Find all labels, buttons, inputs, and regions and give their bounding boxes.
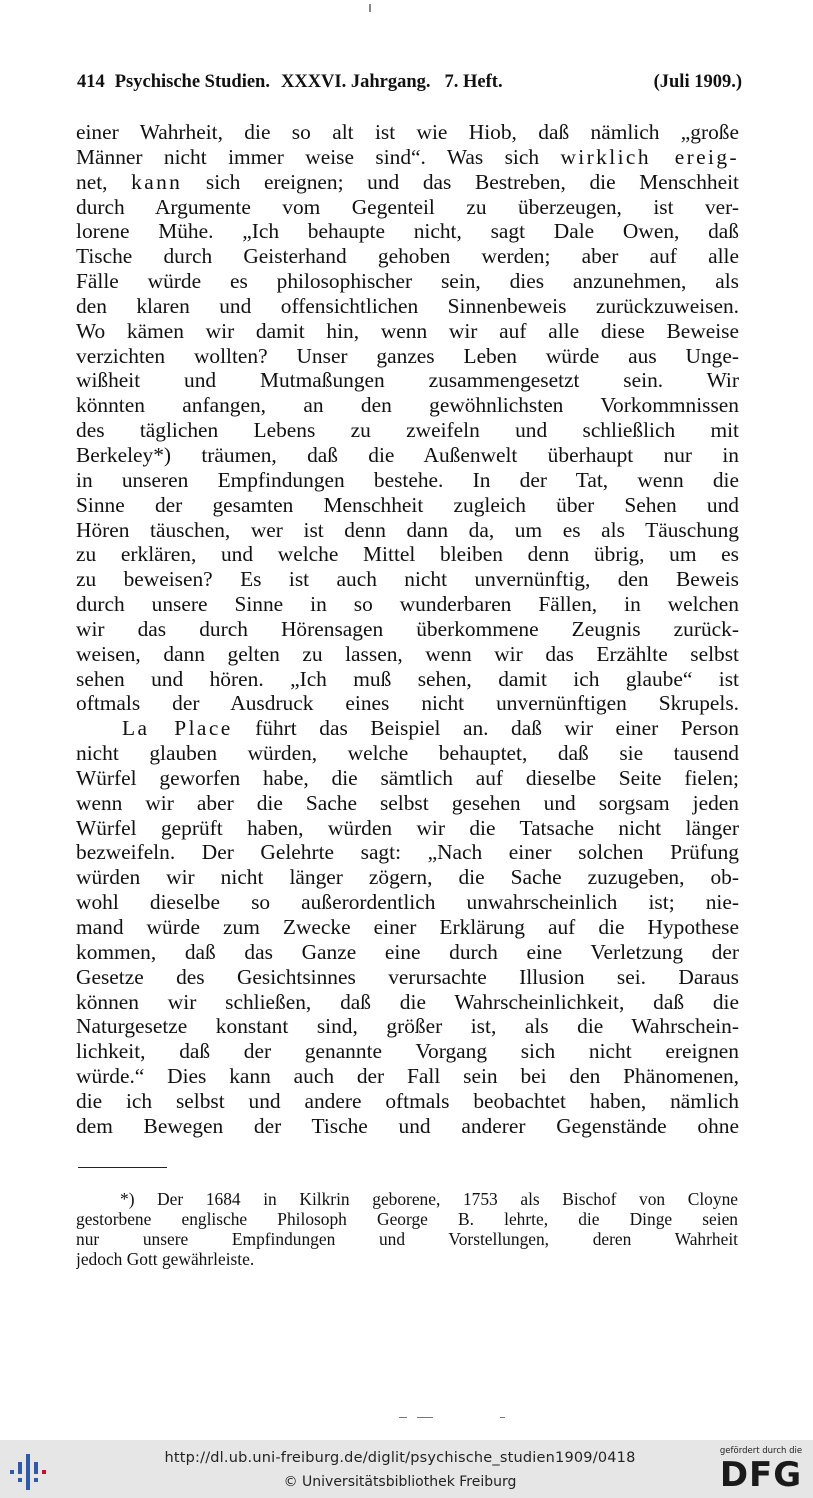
running-header	[77, 72, 742, 102]
text-line: oftmals der Ausdruck eines nicht unvernünftigen Skrupels.	[76, 691, 739, 716]
text-line: mand würde zum Zwecke einer Erklärung auf die Hypothese	[76, 915, 739, 939]
text-line: Sinne der gesamten Menschheit zugleich über Sehen und	[76, 492, 739, 517]
dfg-wordmark: DFG	[719, 1455, 803, 1495]
text-line: in unseren Empfindungen bestehe. In der Tat, wenn die	[76, 467, 739, 492]
text-line: verzichten wollten? Unser ganzes Leben würde aus Unge-	[76, 343, 739, 368]
text-line: wißheit und Mutmaßungen zusammengesetzt sein. Wir	[76, 368, 739, 393]
text-line: durch Argumente vom Gegenteil zu überzeugen, ist ver-	[76, 194, 739, 219]
text-segment: Männer nicht immer weise sind“. Was sich	[76, 144, 561, 169]
text-line: Berkeley*) träumen, daß die Außenwelt überhaupt nur in	[76, 442, 739, 467]
text-line: würde.“ Dies kann auch der Fall sein bei den Phänomenen,	[76, 1064, 739, 1089]
text-line: weisen, dann gelten zu lassen, wenn wir das Erzählte selbst	[76, 641, 739, 666]
dfg-logo[interactable]	[716, 1446, 806, 1494]
copyright-notice: © Universitätsbibliothek Freiburg	[283, 1474, 517, 1490]
text-line: Naturgesetze konstant sind, größer ist, als die Wahrschein-	[76, 1014, 739, 1039]
text-line	[76, 145, 739, 170]
text-line: Wo kämen wir damit hin, wenn wir auf alle diese Beweise	[76, 318, 739, 343]
text-line: Tische durch Geisterhand gehoben werden; aber auf alle	[76, 244, 739, 269]
text-line: Fälle würde es philosophischer sein, dies anzunehmen, als	[76, 269, 739, 294]
text-segment: net,	[76, 169, 132, 194]
text-line	[76, 716, 739, 741]
text-line: zu erklären, und welche Mittel bleiben denn übrig, um es	[76, 542, 739, 567]
spaced-text: wirklich ereig-	[560, 144, 739, 169]
text-line: den klaren und offensichtlichen Sinnenbeweis zurückzuweisen.	[76, 293, 739, 318]
text-line: bezweifeln. Der Gelehrte sagt: „Nach einer solchen Prüfung	[76, 840, 739, 865]
text-line: des täglichen Lebens zu zweifeln und schließlich mit	[76, 418, 739, 443]
text-line: Würfel geprüft haben, würden wir die Tatsache nicht länger	[76, 815, 739, 840]
footnote-line: gestorbene englische Philosoph George B. lehrte, die Dinge seien	[76, 1209, 738, 1229]
journal-title: Psychische Studien.	[114, 72, 270, 92]
spaced-text: kann	[131, 169, 183, 194]
footnote	[76, 1189, 738, 1269]
text-line: zu beweisen? Es ist auch nicht unvernünftig, den Beweis	[76, 567, 739, 592]
text-segment: führt das Beispiel an. daß wir einer Person	[232, 716, 739, 741]
dfg-caption: gefördert durch die	[719, 1446, 803, 1456]
text-line: wenn wir aber die Sache selbst gesehen und sorgsam jeden	[76, 790, 739, 815]
text-line: können wir schließen, daß die Wahrscheinlichkeit, daß die	[76, 989, 739, 1014]
text-line: wohl dieselbe so außerordentlich unwahrscheinlich ist; nie-	[76, 890, 739, 915]
text-line: lorene Mühe. „Ich behaupte nicht, sagt Dale Owen, daß	[76, 219, 739, 244]
text-segment: sich ereignen; und das Bestreben, die Menschheit	[182, 169, 739, 194]
text-line: einer Wahrheit, die so alt ist wie Hiob, daß nämlich „große	[76, 120, 739, 144]
spaced-text: La Place	[122, 716, 233, 741]
text-line: die ich selbst und andere oftmals beobachtet haben, nämlich	[76, 1088, 739, 1113]
text-line	[76, 170, 739, 195]
body-text	[76, 120, 739, 1139]
footer-bar	[0, 1440, 813, 1498]
page-number: 414	[77, 72, 105, 92]
issue-date: (Juli 1909.)	[653, 72, 742, 92]
text-line: würden wir nicht länger zögern, die Sache zuzugeben, ob-	[76, 865, 739, 890]
text-line: Hören täuschen, wer ist denn dann da, um es als Täuschung	[76, 517, 739, 542]
footnote-divider	[78, 1167, 167, 1168]
issue-label: 7. Heft.	[444, 72, 503, 92]
text-line: wir das durch Hörensagen überkommene Zeugnis zurück-	[76, 616, 739, 641]
text-line: kommen, daß das Ganze eine durch eine Verletzung der	[76, 939, 739, 964]
text-line: durch unsere Sinne in so wunderbaren Fällen, in welchen	[76, 592, 739, 617]
scan-marks	[399, 1417, 509, 1419]
footnote-line: jedoch Gott gewährleiste.	[76, 1249, 255, 1269]
text-line: Gesetze des Gesichtsinnes verursachte Illusion sei. Daraus	[76, 964, 739, 989]
text-line: könnten anfangen, an den gewöhnlichsten Vorkommnissen	[76, 393, 739, 418]
text-line: dem Bewegen der Tische und anderer Gegenstände ohne	[76, 1113, 739, 1138]
text-line: Würfel geworfen habe, die sämtlich auf dieselbe Seite fielen;	[76, 765, 739, 790]
text-line: sehen und hören. „Ich muß sehen, damit ich glaube“ ist	[76, 666, 739, 691]
document-url-link[interactable]: http://dl.ub.uni-freiburg.de/diglit/psychische_studien1909/0418	[164, 1450, 636, 1466]
text-line: lichkeit, daß der genannte Vorgang sich nicht ereignen	[76, 1039, 739, 1064]
footnote-line: nur unsere Empfindungen und Vorstellungen, deren Wahrheit	[76, 1229, 738, 1249]
volume-label: XXXVI. Jahrgang.	[280, 72, 431, 92]
scan-mark	[369, 4, 371, 12]
ub-freiburg-logo-icon[interactable]	[8, 1448, 54, 1490]
footnote-line: *) Der 1684 in Kilkrin geborene, 1753 als Bischof von Cloyne	[120, 1189, 738, 1209]
text-line: nicht glauben würden, welche behauptet, daß sie tausend	[76, 741, 739, 766]
